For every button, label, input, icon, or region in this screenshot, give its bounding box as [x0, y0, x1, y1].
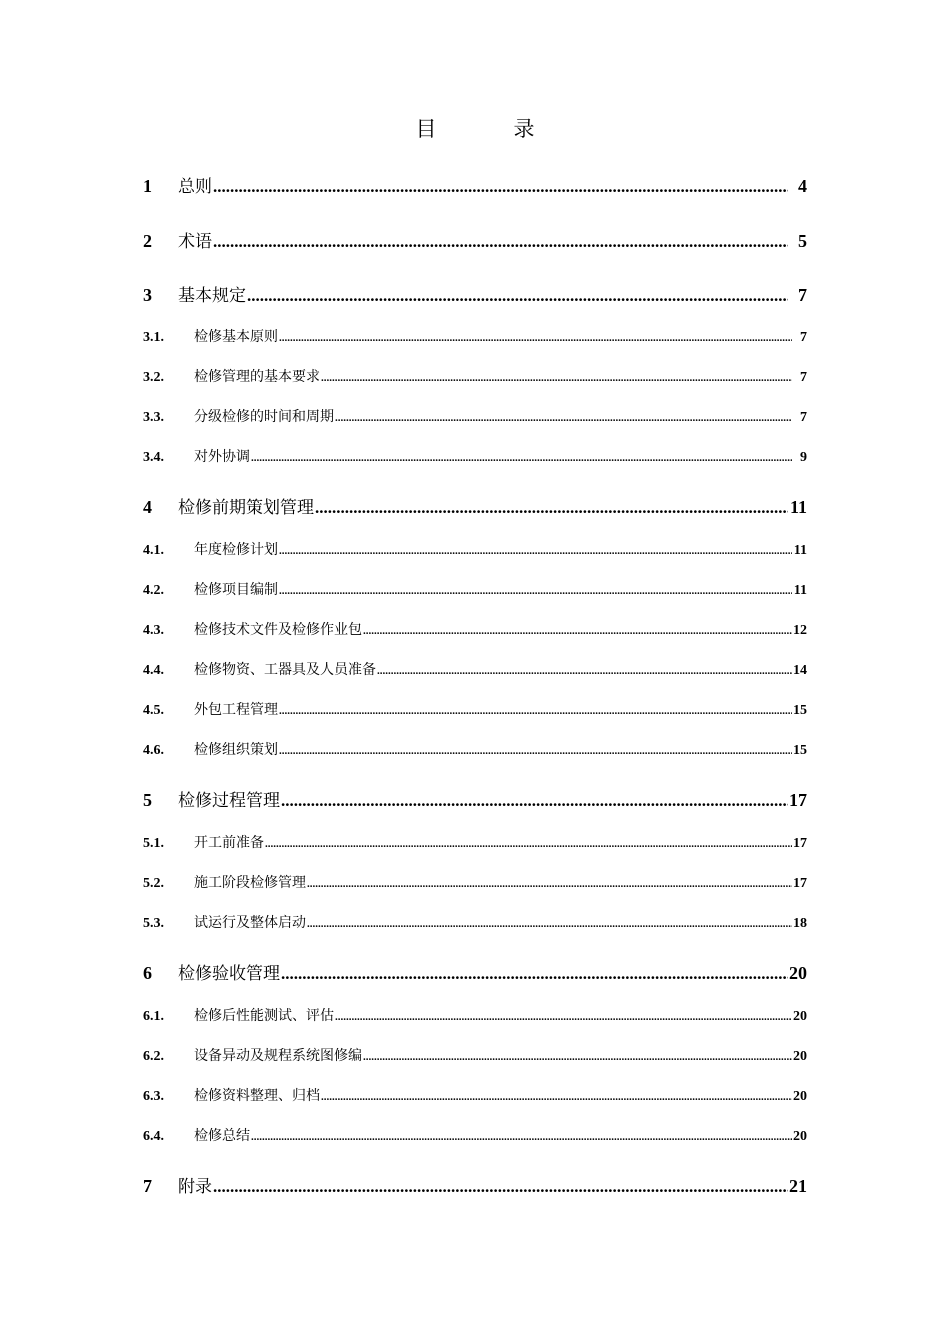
- dot-leader: [281, 964, 788, 984]
- dot-leader: [307, 918, 792, 930]
- toc-entry-number: 4.5.: [143, 703, 164, 718]
- toc-entry-page: 4: [798, 176, 807, 196]
- toc-entry-title: 外包工程管理: [194, 702, 278, 718]
- dot-leader: [377, 665, 792, 677]
- toc-entry-number: 4.4.: [143, 663, 164, 678]
- toc-entry-title: 对外协调: [194, 449, 250, 465]
- toc-entry-number: 5: [143, 790, 152, 810]
- dot-leader: [315, 498, 788, 518]
- toc-entry-page: 20: [789, 963, 807, 983]
- toc-entry-number: 3.2.: [143, 370, 164, 385]
- toc-entry-number: 3: [143, 285, 152, 305]
- toc-entry-page: 12: [793, 623, 807, 638]
- toc-section-entry[interactable]: [143, 912, 807, 932]
- toc-entry-title: 检修过程管理: [178, 791, 280, 811]
- toc-entry-title: 总则: [178, 177, 212, 197]
- toc-entry-title: 施工阶段检修管理: [194, 875, 306, 891]
- toc-entry-title: 年度检修计划: [194, 542, 278, 558]
- toc-entry-page: 11: [789, 497, 807, 517]
- toc-entry-number: 6.1.: [143, 1009, 164, 1024]
- toc-entry-page: 17: [793, 876, 807, 891]
- toc-entry-title: 附录: [178, 1177, 212, 1197]
- toc-entry-page: 15: [793, 743, 807, 758]
- toc-entry-title: 检修管理的基本要求: [194, 369, 320, 385]
- dot-leader: [279, 545, 792, 557]
- toc-entry-title: 检修总结: [194, 1128, 250, 1144]
- toc-section-entry[interactable]: [143, 326, 807, 346]
- dot-leader: [251, 1131, 792, 1143]
- toc-chapter-entry[interactable]: [143, 493, 807, 518]
- toc-entry-title: 检修后性能测试、评估: [194, 1008, 334, 1024]
- toc-entry-page: 11: [793, 583, 807, 598]
- toc-entry-number: 6.3.: [143, 1089, 164, 1104]
- toc-entry-page: 9: [800, 450, 807, 465]
- toc-title: 目 录: [415, 117, 563, 141]
- toc-section-entry[interactable]: [143, 539, 807, 559]
- toc-section-entry[interactable]: [143, 832, 807, 852]
- toc-section-entry[interactable]: [143, 659, 807, 679]
- toc-entry-title: 检修资料整理、归档: [194, 1088, 320, 1104]
- toc-entry-page: 5: [798, 231, 807, 251]
- toc-entry-number: 5.1.: [143, 836, 164, 851]
- toc-entry-page: 15: [793, 703, 807, 718]
- toc-section-entry[interactable]: [143, 1005, 807, 1025]
- toc-entry-number: 5.2.: [143, 876, 164, 891]
- toc-entry-page: 11: [793, 543, 807, 558]
- toc-entry-page: 7: [800, 330, 807, 345]
- toc-section-entry[interactable]: [143, 406, 807, 426]
- toc-entry-number: 3.1.: [143, 330, 164, 345]
- dot-leader: [279, 332, 792, 344]
- toc-section-entry[interactable]: [143, 619, 807, 639]
- toc-chapter-entry[interactable]: [143, 786, 807, 811]
- toc-entry-number: 6.4.: [143, 1129, 164, 1144]
- toc-entry-title: 检修组织策划: [194, 742, 278, 758]
- dot-leader: [307, 878, 792, 890]
- toc-entry-page: 7: [800, 370, 807, 385]
- dot-leader: [265, 838, 792, 850]
- toc-section-entry[interactable]: [143, 579, 807, 599]
- toc-entry-title: 开工前准备: [194, 835, 264, 851]
- dot-leader: [247, 286, 788, 306]
- toc-entry-page: 7: [800, 410, 807, 425]
- toc-entry-number: 1: [143, 176, 152, 196]
- dot-leader: [251, 452, 792, 464]
- toc-entry-page: 20: [793, 1089, 807, 1104]
- dot-leader: [213, 232, 788, 252]
- toc-entry-number: 5.3.: [143, 916, 164, 931]
- toc-chapter-entry[interactable]: [143, 172, 807, 197]
- toc-entry-page: 7: [798, 285, 807, 305]
- toc-entry-title: 检修前期策划管理: [178, 498, 314, 518]
- toc-section-entry[interactable]: [143, 1045, 807, 1065]
- toc-section-entry[interactable]: [143, 699, 807, 719]
- toc-section-entry[interactable]: [143, 366, 807, 386]
- toc-section-entry[interactable]: [143, 739, 807, 759]
- toc-entry-title: 试运行及整体启动: [194, 915, 306, 931]
- toc-entry-title: 分级检修的时间和周期: [194, 409, 334, 425]
- toc-entry-title: 检修技术文件及检修作业包: [194, 622, 362, 638]
- toc-section-entry[interactable]: [143, 1125, 807, 1145]
- dot-leader: [363, 1051, 792, 1063]
- toc-entry-page: 17: [789, 790, 807, 810]
- toc-entry-page: 18: [793, 916, 807, 931]
- dot-leader: [321, 372, 792, 384]
- toc-entry-page: 20: [793, 1049, 807, 1064]
- toc-entry-page: 20: [793, 1129, 807, 1144]
- toc-entry-number: 4: [143, 497, 152, 517]
- dot-leader: [335, 412, 792, 424]
- toc-section-entry[interactable]: [143, 1085, 807, 1105]
- toc-entry-page: 14: [793, 663, 807, 678]
- toc-entry-number: 4.2.: [143, 583, 164, 598]
- toc-entry-page: 17: [793, 836, 807, 851]
- toc-chapter-entry[interactable]: [143, 281, 807, 306]
- dot-leader: [213, 177, 788, 197]
- toc-chapter-entry[interactable]: [143, 1172, 807, 1197]
- toc-entry-title: 检修基本原则: [194, 329, 278, 345]
- dot-leader: [363, 625, 792, 637]
- toc-entry-number: 4.6.: [143, 743, 164, 758]
- dot-leader: [279, 705, 792, 717]
- toc-section-entry[interactable]: [143, 872, 807, 892]
- toc-entry-number: 3.4.: [143, 450, 164, 465]
- toc-entry-title: 检修验收管理: [178, 964, 280, 984]
- toc-entry-number: 6.2.: [143, 1049, 164, 1064]
- toc-entry-title: 基本规定: [178, 286, 246, 306]
- toc-entry-number: 4.3.: [143, 623, 164, 638]
- toc-entry-title: 检修项目编制: [194, 582, 278, 598]
- toc-entry-number: 6: [143, 963, 152, 983]
- toc-entry-title: 设备异动及规程系统图修编: [194, 1048, 362, 1064]
- toc-entry-number: 4.1.: [143, 543, 164, 558]
- toc-entry-number: 3.3.: [143, 410, 164, 425]
- toc-entry-page: 21: [789, 1176, 807, 1196]
- toc-entry-number: 2: [143, 231, 152, 251]
- dot-leader: [321, 1091, 792, 1103]
- dot-leader: [279, 585, 792, 597]
- toc-entry-page: 20: [793, 1009, 807, 1024]
- dot-leader: [281, 791, 788, 811]
- toc-section-entry[interactable]: [143, 446, 807, 466]
- toc-chapter-entry[interactable]: [143, 959, 807, 984]
- toc-chapter-entry[interactable]: [143, 227, 807, 252]
- toc-entry-title: 术语: [178, 232, 212, 252]
- dot-leader: [213, 1177, 788, 1197]
- dot-leader: [279, 745, 792, 757]
- toc-entry-number: 7: [143, 1176, 152, 1196]
- toc-entry-title: 检修物资、工器具及人员准备: [194, 662, 376, 678]
- dot-leader: [335, 1011, 792, 1023]
